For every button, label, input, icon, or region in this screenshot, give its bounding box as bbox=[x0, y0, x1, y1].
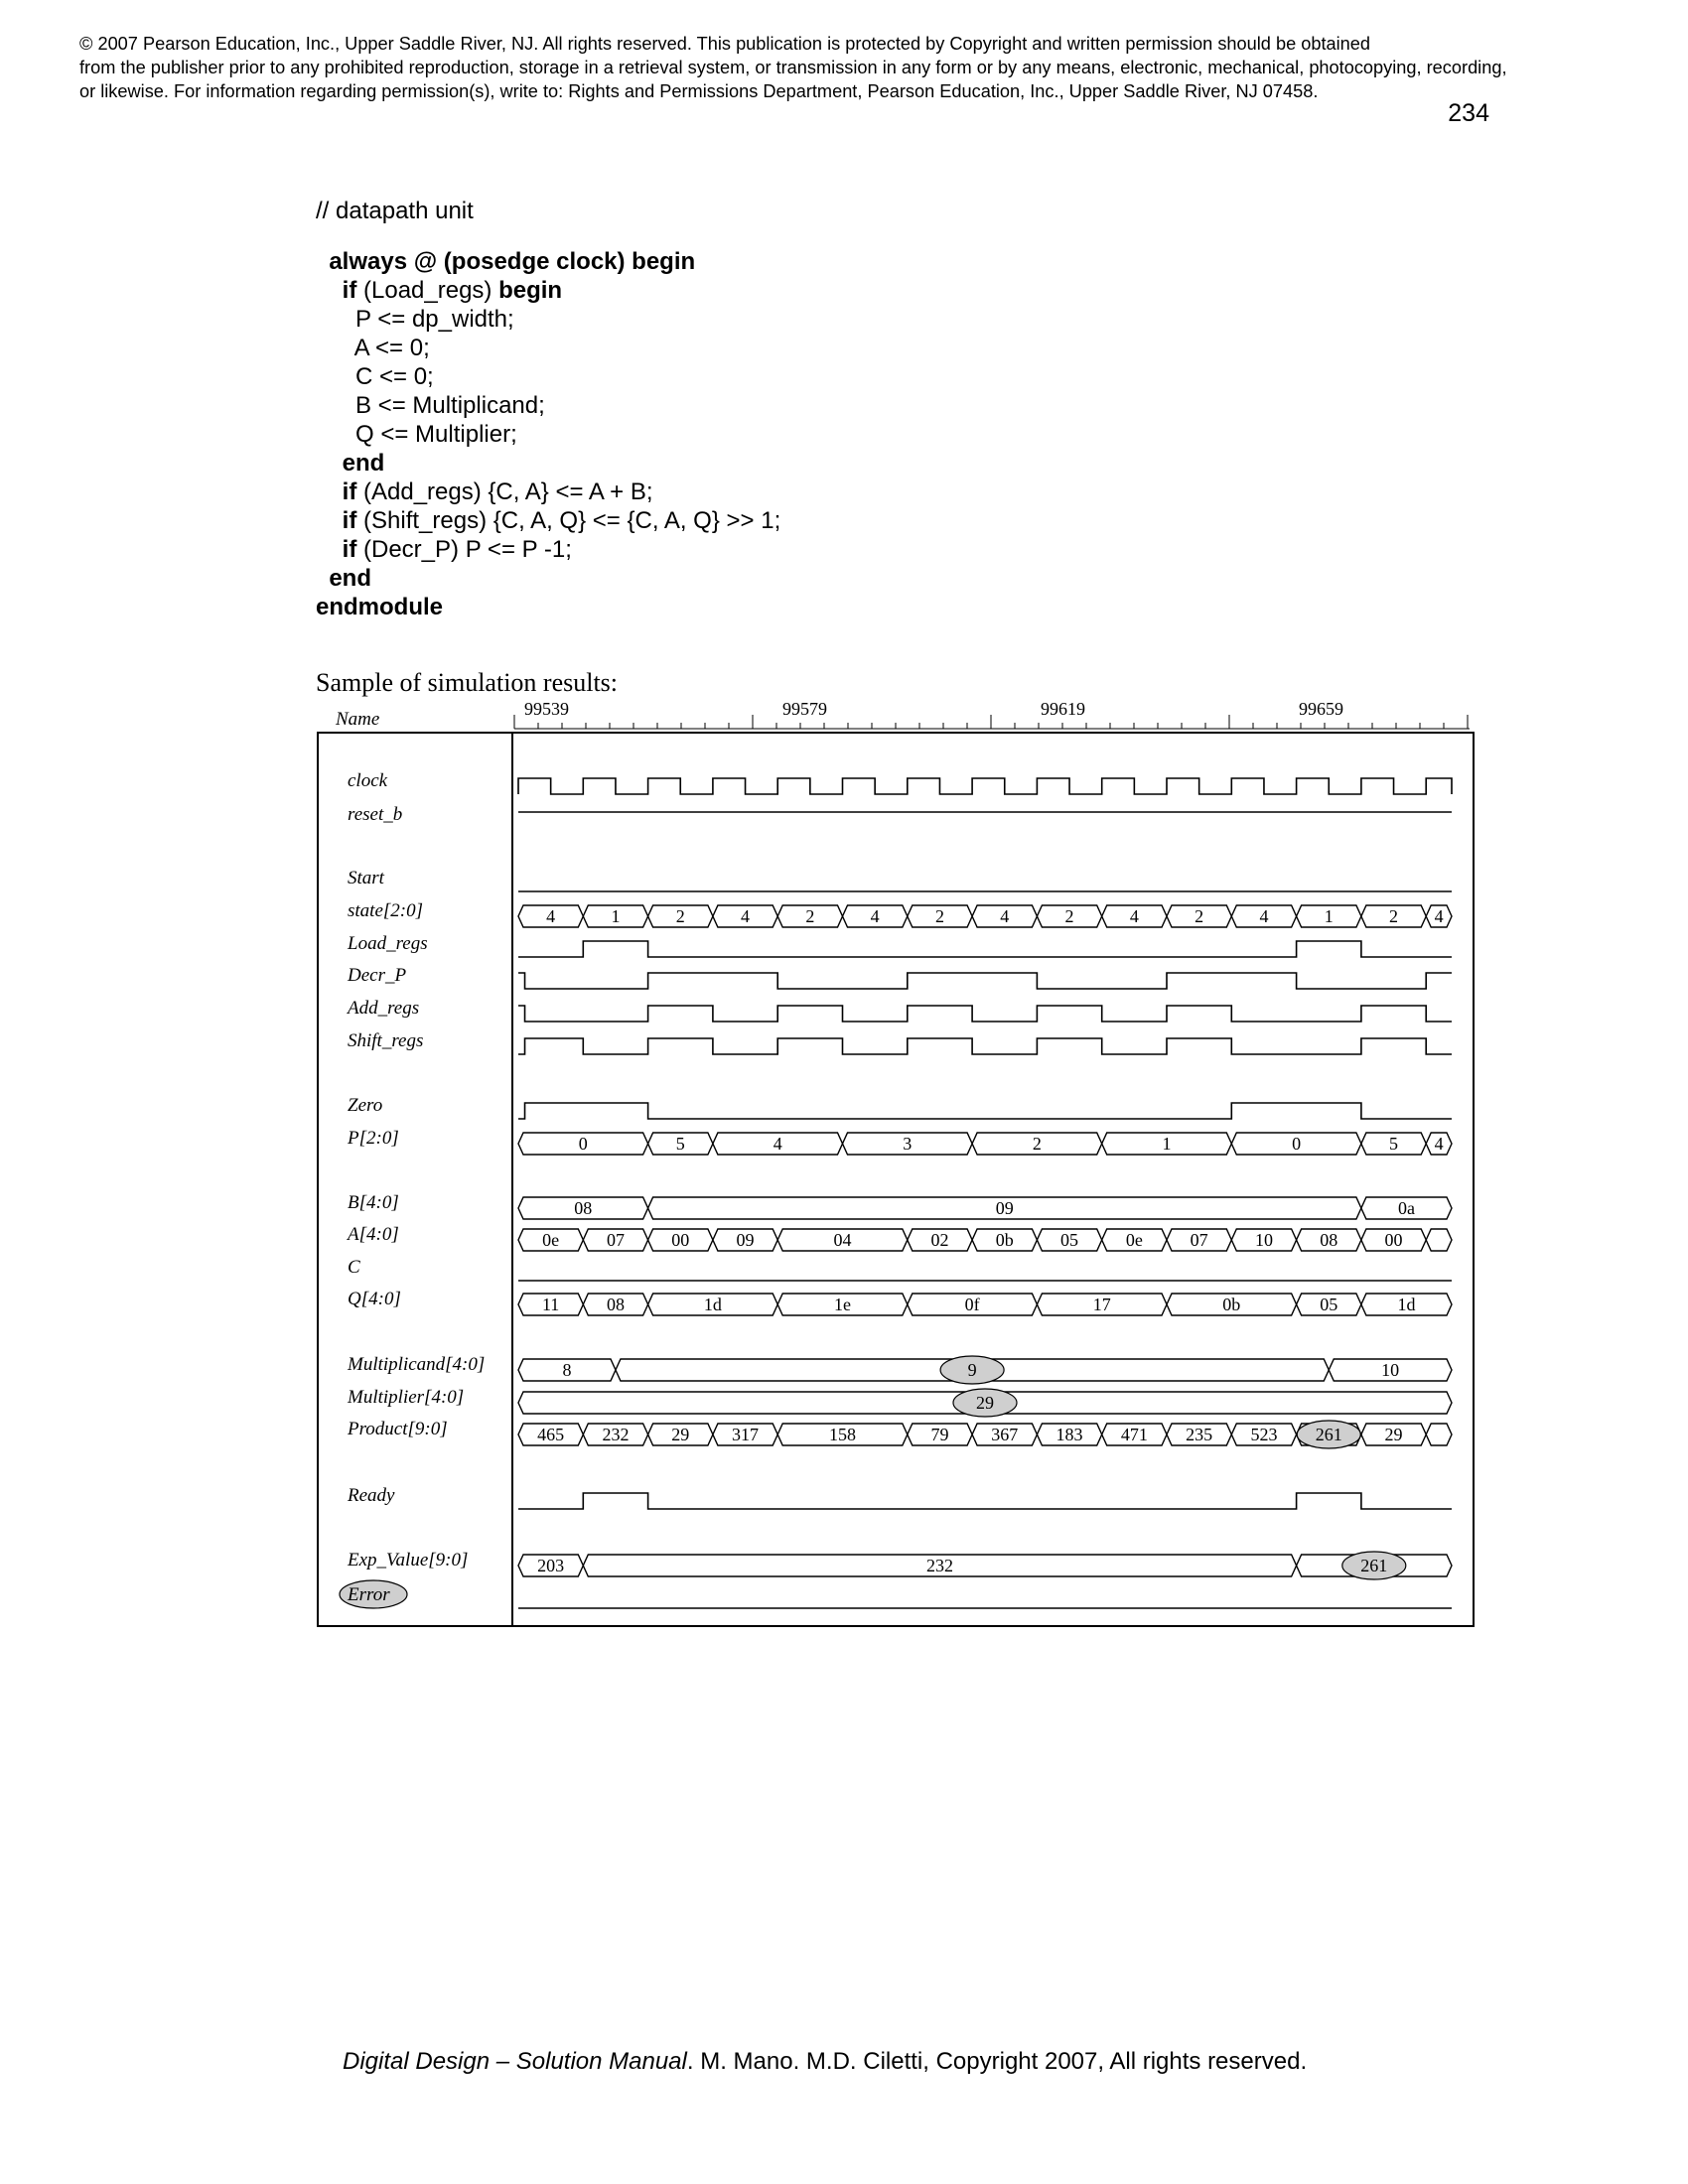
bus-value: 05 bbox=[1320, 1295, 1338, 1314]
bus-value: 261 bbox=[1315, 1425, 1342, 1444]
bus-value: 1 bbox=[1162, 1134, 1172, 1154]
code-text: (Shift_regs) {C, A, Q} <= {C, A, Q} >> 1; bbox=[356, 507, 781, 534]
bus-value: 1 bbox=[1324, 906, 1334, 926]
bus-value: 4 bbox=[1434, 1134, 1444, 1154]
signal-name: reset_b bbox=[348, 804, 403, 825]
bus-value: 471 bbox=[1120, 1425, 1148, 1444]
bus-value: 4 bbox=[741, 906, 751, 926]
bus-value: 367 bbox=[991, 1425, 1019, 1444]
bus-value: 0 bbox=[578, 1134, 588, 1154]
code-text: // datapath unit bbox=[316, 198, 474, 224]
bus-value: 04 bbox=[833, 1230, 852, 1250]
bus-value: 183 bbox=[1055, 1425, 1083, 1444]
signal-name: Q[4:0] bbox=[348, 1289, 401, 1309]
code-text: (Decr_P) P <= P -1; bbox=[356, 536, 572, 563]
code-keyword: if bbox=[316, 507, 357, 534]
bus-value: 10 bbox=[1254, 1230, 1273, 1250]
code-keyword: end bbox=[316, 565, 372, 592]
bus-value: 1d bbox=[703, 1295, 722, 1314]
bus-value: 2 bbox=[934, 906, 944, 926]
bus-value: 10 bbox=[1381, 1360, 1400, 1380]
bus-value: 11 bbox=[541, 1295, 560, 1314]
code-keyword: always @ (posedge clock) begin bbox=[316, 248, 696, 275]
code-text: A <= 0; bbox=[316, 335, 430, 361]
bus-value: 4 bbox=[1434, 906, 1444, 926]
signal-name: Zero bbox=[348, 1095, 383, 1116]
code-keyword: end bbox=[316, 450, 385, 477]
signal-name: Add_regs bbox=[348, 998, 420, 1019]
bus-value: 232 bbox=[925, 1556, 953, 1575]
bus-value: 523 bbox=[1250, 1425, 1278, 1444]
bus-value: 79 bbox=[930, 1425, 949, 1444]
bus-value: 00 bbox=[671, 1230, 690, 1250]
bus-value: 8 bbox=[562, 1360, 572, 1380]
signal-name: C bbox=[348, 1257, 360, 1278]
code-text: (Add_regs) {C, A} <= A + B; bbox=[356, 478, 653, 505]
bus-value: 0e bbox=[542, 1230, 560, 1250]
bus-value: 2 bbox=[1032, 1134, 1042, 1154]
bit-trace bbox=[518, 1103, 1452, 1119]
signal-name: Start bbox=[348, 868, 384, 888]
bit-trace bbox=[518, 973, 1452, 989]
code-text: (Load_regs) bbox=[356, 277, 499, 304]
bit-trace bbox=[518, 1006, 1452, 1022]
bus-value: 29 bbox=[976, 1393, 994, 1413]
signal-name: Ready bbox=[348, 1485, 395, 1506]
bus-value: 465 bbox=[537, 1425, 565, 1444]
signal-name: Shift_regs bbox=[348, 1030, 424, 1051]
bus-value: 0 bbox=[1292, 1134, 1302, 1154]
copyright-line: or likewise. For information regarding permission(s), write to: Rights and Permissions Department, Pearson Education, Inc., Upper Saddle River, NJ 07458. bbox=[79, 81, 1319, 101]
bus-value: 158 bbox=[829, 1425, 856, 1444]
signal-name: Multiplicand[4:0] bbox=[348, 1354, 486, 1375]
bus-value: 07 bbox=[606, 1230, 625, 1250]
bus-value: 261 bbox=[1360, 1556, 1388, 1575]
code-text: Q <= Multiplier; bbox=[316, 421, 517, 448]
bus-value: 232 bbox=[602, 1425, 630, 1444]
bus-value: 0e bbox=[1125, 1230, 1143, 1250]
bus-value: 0b bbox=[1222, 1295, 1241, 1314]
code-keyword: begin bbox=[498, 277, 563, 304]
bus-value: 1e bbox=[834, 1295, 851, 1314]
signal-name: state[2:0] bbox=[348, 900, 423, 921]
bus-value: 29 bbox=[671, 1425, 690, 1444]
bus-value: 2 bbox=[1064, 906, 1074, 926]
bus-value: 4 bbox=[1000, 906, 1010, 926]
bit-trace bbox=[518, 1493, 1452, 1509]
bus-value: 08 bbox=[1320, 1230, 1338, 1250]
bus-segment bbox=[1426, 1424, 1452, 1445]
bus-value: 09 bbox=[995, 1198, 1014, 1218]
bus-value: 4 bbox=[1129, 906, 1139, 926]
bit-trace bbox=[518, 941, 1452, 957]
bus-value: 0b bbox=[995, 1230, 1014, 1250]
bus-value: 4 bbox=[1259, 906, 1269, 926]
footer-credits: . M. Mano. M.D. Ciletti, Copyright 2007, All rights reserved. bbox=[686, 2048, 1308, 2075]
code-keyword: if bbox=[316, 478, 357, 505]
bus-value: 17 bbox=[1092, 1295, 1111, 1314]
bus-value: 07 bbox=[1190, 1230, 1208, 1250]
bus-value: 5 bbox=[1389, 1134, 1399, 1154]
copyright-line: © 2007 Pearson Education, Inc., Upper Saddle River, NJ. All rights reserved. This publication is protected by Copyright and written permission should be obtained bbox=[79, 34, 1371, 54]
signal-name: clock bbox=[348, 770, 388, 791]
code-text: B <= Multiplicand; bbox=[316, 392, 545, 419]
bus-value: 09 bbox=[736, 1230, 755, 1250]
signal-name: Error bbox=[348, 1584, 390, 1605]
waveform-frame bbox=[318, 733, 1474, 1626]
copyright-line: from the publisher prior to any prohibited reproduction, storage in a retrieval system, or transmission in any form or by any means, electronic, mechanical, photocopying, recording, bbox=[79, 58, 1507, 77]
signal-name: Product[9:0] bbox=[348, 1419, 448, 1439]
bus-value: 2 bbox=[1195, 906, 1204, 926]
simulation-title: Sample of simulation results: bbox=[316, 668, 619, 697]
bus-value: 0a bbox=[1397, 1198, 1415, 1218]
signal-name: Exp_Value[9:0] bbox=[348, 1550, 469, 1570]
bus-value: 2 bbox=[1389, 906, 1399, 926]
signal-name: Multiplier[4:0] bbox=[348, 1387, 465, 1408]
bus-value: 0f bbox=[964, 1295, 980, 1314]
bus-value: 3 bbox=[903, 1134, 913, 1154]
signal-name: P[2:0] bbox=[348, 1128, 399, 1149]
name-column-header: Name bbox=[336, 709, 380, 730]
time-tick-label: 99579 bbox=[782, 699, 827, 719]
code-text: C <= 0; bbox=[316, 363, 434, 390]
page-number: 234 bbox=[1448, 99, 1489, 127]
page-footer bbox=[343, 2048, 1307, 2076]
bus-value: 4 bbox=[870, 906, 880, 926]
bus-value: 203 bbox=[537, 1556, 565, 1575]
code-keyword: if bbox=[316, 536, 357, 563]
signal-name: A[4:0] bbox=[348, 1224, 399, 1245]
code-text: P <= dp_width; bbox=[316, 306, 514, 333]
footer-book-title: Digital Design – Solution Manual bbox=[343, 2048, 687, 2075]
bus-value: 9 bbox=[967, 1360, 977, 1380]
clock-trace bbox=[518, 778, 1452, 794]
bus-value: 2 bbox=[805, 906, 815, 926]
signal-name: B[4:0] bbox=[348, 1192, 399, 1213]
bus-value: 2 bbox=[675, 906, 685, 926]
signal-error bbox=[340, 1580, 1452, 1608]
time-tick-label: 99539 bbox=[524, 699, 569, 719]
bus-value: 02 bbox=[930, 1230, 949, 1250]
bus-value: 05 bbox=[1060, 1230, 1079, 1250]
bus-value: 5 bbox=[675, 1134, 685, 1154]
time-tick-label: 99659 bbox=[1299, 699, 1343, 719]
signal-name: Decr_P bbox=[348, 965, 407, 986]
bit-trace bbox=[518, 1038, 1452, 1054]
code-keyword: if bbox=[316, 277, 357, 304]
bus-value: 1 bbox=[611, 906, 621, 926]
bus-value: 08 bbox=[606, 1295, 625, 1314]
bus-value: 4 bbox=[546, 906, 556, 926]
time-tick-label: 99619 bbox=[1041, 699, 1085, 719]
bus-value: 00 bbox=[1384, 1230, 1403, 1250]
bus-value: 08 bbox=[574, 1198, 593, 1218]
bus-value: 317 bbox=[732, 1425, 760, 1444]
code-keyword: endmodule bbox=[316, 594, 444, 620]
bus-value: 4 bbox=[773, 1134, 782, 1154]
bus-value: 235 bbox=[1186, 1425, 1213, 1444]
bus-segment bbox=[1426, 1229, 1452, 1251]
bus-value: 1d bbox=[1397, 1295, 1416, 1314]
bus-value: 29 bbox=[1384, 1425, 1403, 1444]
signal-name: Load_regs bbox=[348, 933, 428, 954]
